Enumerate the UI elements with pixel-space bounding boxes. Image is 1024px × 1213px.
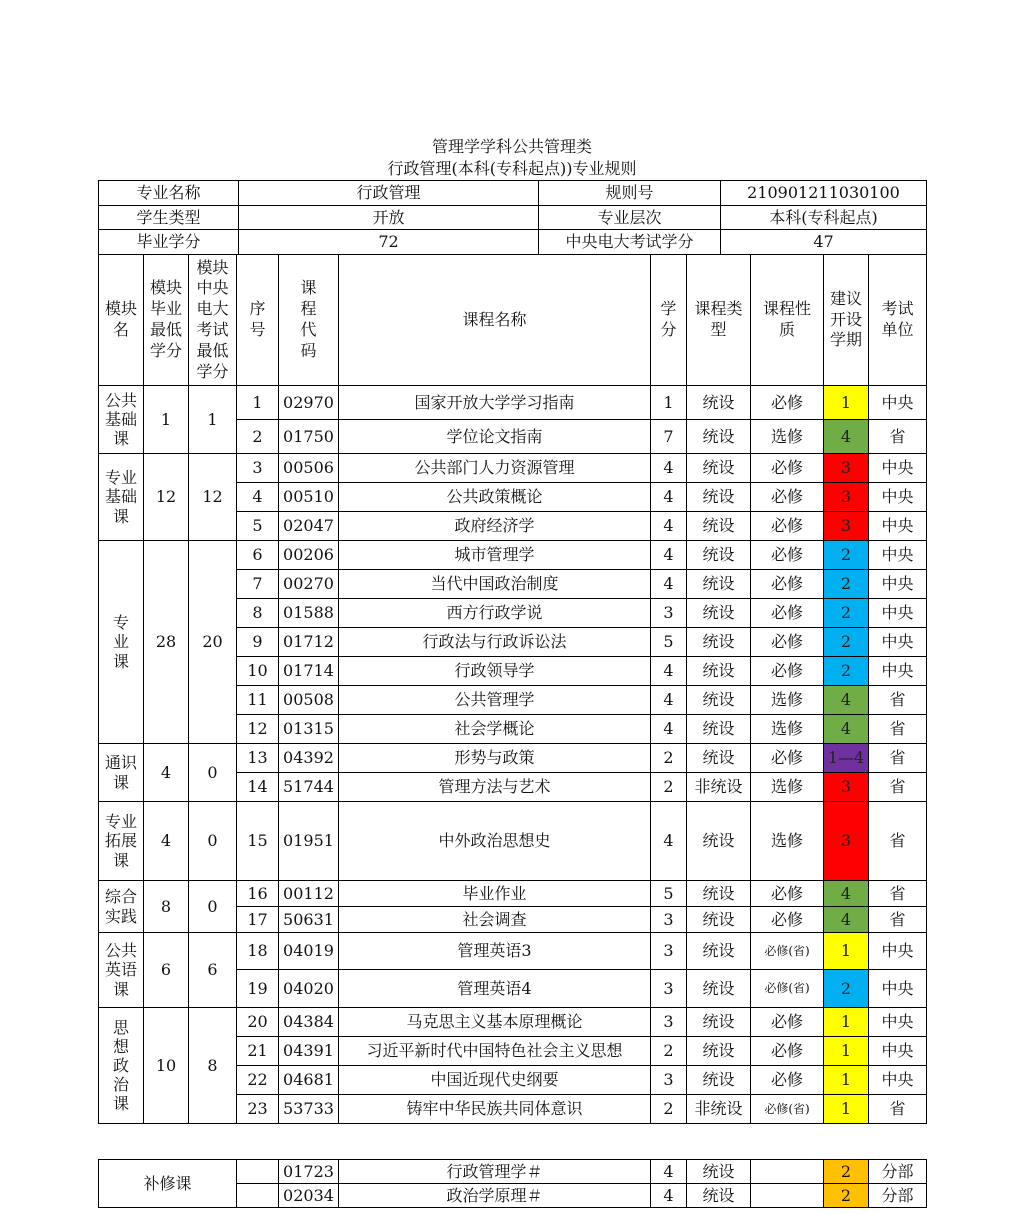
course-seq: 4: [237, 483, 279, 512]
course-nature: 选修: [751, 802, 824, 881]
course-seq: 15: [237, 802, 279, 881]
course-row: [99, 1008, 927, 1037]
course-semester: 3: [824, 512, 869, 541]
course-exam-unit: 中央: [869, 1037, 927, 1066]
level-value: 本科(专科起点): [721, 206, 927, 230]
course-exam-unit: 中央: [869, 541, 927, 570]
supplementary-semester: 2: [824, 1184, 869, 1208]
course-name: 铸牢中华民族共同体意识: [339, 1095, 651, 1124]
supplementary-name: 行政管理学＃: [339, 1160, 651, 1184]
course-seq: 23: [237, 1095, 279, 1124]
central-exam-credits-value: 47: [721, 230, 927, 255]
course-type: 统设: [687, 657, 751, 686]
course-code: 00270: [279, 570, 339, 599]
course-semester: 3: [824, 454, 869, 483]
course-seq: 5: [237, 512, 279, 541]
course-credits: 1: [651, 386, 687, 420]
header-module-name: 模块名: [99, 255, 144, 386]
course-nature: 必修: [751, 1008, 824, 1037]
course-row: [99, 541, 927, 570]
module-min-credits: 4: [144, 802, 189, 881]
course-credits: 4: [651, 454, 687, 483]
course-semester: 1: [824, 1095, 869, 1124]
course-exam-unit: 中央: [869, 512, 927, 541]
course-code: 00510: [279, 483, 339, 512]
course-credits: 5: [651, 628, 687, 657]
course-code: 00112: [279, 881, 339, 907]
course-seq: 11: [237, 686, 279, 715]
course-credits: 4: [651, 483, 687, 512]
supplementary-row: [99, 1160, 927, 1184]
course-seq: 21: [237, 1037, 279, 1066]
course-name: 习近平新时代中国特色社会主义思想: [339, 1037, 651, 1066]
course-type: 统设: [687, 1008, 751, 1037]
course-code: 00206: [279, 541, 339, 570]
course-code: 00506: [279, 454, 339, 483]
course-semester: 2: [824, 628, 869, 657]
course-seq: 3: [237, 454, 279, 483]
document-subtitle: 行政管理(本科(专科起点))专业规则: [387, 159, 637, 178]
course-type: 统设: [687, 1066, 751, 1095]
course-nature: 必修(省): [751, 1095, 824, 1124]
course-semester: 1: [824, 386, 869, 420]
course-credits: 2: [651, 1095, 687, 1124]
course-code: 53733: [279, 1095, 339, 1124]
supplementary-exam-unit: 分部: [869, 1184, 927, 1208]
course-row: [99, 802, 927, 881]
course-type: 统设: [687, 599, 751, 628]
course-type: 统设: [687, 628, 751, 657]
course-nature: 必修: [751, 541, 824, 570]
course-exam-unit: 省: [869, 715, 927, 744]
course-credits: 4: [651, 657, 687, 686]
course-seq: 18: [237, 933, 279, 970]
course-seq: 1: [237, 386, 279, 420]
course-code: 50631: [279, 907, 339, 933]
course-semester: 3: [824, 802, 869, 881]
course-seq: 8: [237, 599, 279, 628]
supplementary-type: 统设: [687, 1184, 751, 1208]
course-exam-unit: 省: [869, 881, 927, 907]
course-seq: 19: [237, 970, 279, 1008]
course-type: 统设: [687, 907, 751, 933]
course-code: 04392: [279, 744, 339, 773]
course-credits: 4: [651, 570, 687, 599]
course-code: 01714: [279, 657, 339, 686]
course-name: 中外政治思想史: [339, 802, 651, 881]
course-type: 统设: [687, 570, 751, 599]
course-code: 01712: [279, 628, 339, 657]
course-credits: 3: [651, 970, 687, 1008]
course-seq: 2: [237, 420, 279, 454]
course-name: 中国近现代史纲要: [339, 1066, 651, 1095]
course-seq: 20: [237, 1008, 279, 1037]
course-exam-unit: 中央: [869, 483, 927, 512]
course-seq: 14: [237, 773, 279, 802]
module-min-credits: 8: [144, 881, 189, 933]
student-type-value: 开放: [239, 206, 539, 230]
header-exam-unit: 考试单位: [869, 255, 927, 386]
course-code: 04020: [279, 970, 339, 1008]
rule-no-label: 规则号: [539, 181, 721, 206]
header-module-min-credits: 模块毕业最低学分: [144, 255, 189, 386]
major-name-label: 专业名称: [99, 181, 239, 206]
course-seq: 22: [237, 1066, 279, 1095]
course-semester: 4: [824, 686, 869, 715]
course-nature: 必修: [751, 512, 824, 541]
supplementary-credits: 4: [651, 1160, 687, 1184]
course-type: 统设: [687, 802, 751, 881]
course-code: 04384: [279, 1008, 339, 1037]
course-credits: 4: [651, 541, 687, 570]
course-name: 学位论文指南: [339, 420, 651, 454]
course-semester: 2: [824, 970, 869, 1008]
course-table: [98, 254, 927, 1124]
course-type: 统设: [687, 483, 751, 512]
course-nature: 必修: [751, 454, 824, 483]
module-name: 公共基础课: [99, 386, 144, 454]
supplementary-seq: [237, 1184, 279, 1208]
course-type: 统设: [687, 420, 751, 454]
course-credits: 4: [651, 802, 687, 881]
course-credits: 5: [651, 881, 687, 907]
course-code: 04391: [279, 1037, 339, 1066]
course-exam-unit: 中央: [869, 599, 927, 628]
course-name: 毕业作业: [339, 881, 651, 907]
course-type: 统设: [687, 454, 751, 483]
supplementary-name: 政治学原理＃: [339, 1184, 651, 1208]
course-exam-unit: 省: [869, 686, 927, 715]
course-exam-unit: 中央: [869, 1008, 927, 1037]
course-semester: 1: [824, 1008, 869, 1037]
course-semester: 2: [824, 570, 869, 599]
course-exam-unit: 中央: [869, 628, 927, 657]
course-nature: 必修: [751, 907, 824, 933]
supplementary-credits: 4: [651, 1184, 687, 1208]
course-semester: 4: [824, 907, 869, 933]
course-semester: 2: [824, 657, 869, 686]
course-type: 统设: [687, 881, 751, 907]
course-name: 国家开放大学学习指南: [339, 386, 651, 420]
course-name: 管理英语4: [339, 970, 651, 1008]
module-central-min: 20: [189, 541, 237, 744]
course-seq: 10: [237, 657, 279, 686]
course-nature: 必修: [751, 599, 824, 628]
course-nature: 必修: [751, 1066, 824, 1095]
header-course-type: 课程类型: [687, 255, 751, 386]
course-nature: 选修: [751, 686, 824, 715]
course-exam-unit: 中央: [869, 933, 927, 970]
supplementary-exam-unit: 分部: [869, 1160, 927, 1184]
header-course-nature: 课程性质: [751, 255, 824, 386]
supplementary-seq: [237, 1160, 279, 1184]
module-name: 专业基础课: [99, 454, 144, 541]
course-type: 统设: [687, 970, 751, 1008]
course-semester: 1: [824, 933, 869, 970]
course-exam-unit: 中央: [869, 970, 927, 1008]
course-code: 01750: [279, 420, 339, 454]
module-min-credits: 1: [144, 386, 189, 454]
central-exam-credits-label: 中央电大考试学分: [539, 230, 721, 255]
course-name: 西方行政学说: [339, 599, 651, 628]
course-exam-unit: 省: [869, 744, 927, 773]
course-semester: 3: [824, 483, 869, 512]
course-seq: 9: [237, 628, 279, 657]
course-type: 统设: [687, 686, 751, 715]
course-name: 公共政策概论: [339, 483, 651, 512]
course-semester: 3: [824, 773, 869, 802]
course-type: 统设: [687, 386, 751, 420]
header-module-central-min: 模块中央电大考试最低学分: [189, 255, 237, 386]
course-credits: 3: [651, 599, 687, 628]
course-nature: 必修: [751, 628, 824, 657]
course-exam-unit: 中央: [869, 1066, 927, 1095]
course-nature: 必修: [751, 483, 824, 512]
supplementary-code: 01723: [279, 1160, 339, 1184]
course-credits: 3: [651, 933, 687, 970]
course-seq: 13: [237, 744, 279, 773]
course-row: [99, 454, 927, 483]
module-min-credits: 4: [144, 744, 189, 802]
course-credits: 2: [651, 1037, 687, 1066]
module-name: 专业拓展课: [99, 802, 144, 881]
course-code: 01315: [279, 715, 339, 744]
course-name: 公共管理学: [339, 686, 651, 715]
course-nature: 必修: [751, 570, 824, 599]
course-semester: 1—4: [824, 744, 869, 773]
course-type: 统设: [687, 541, 751, 570]
course-type: 非统设: [687, 1095, 751, 1124]
module-name: 思想政治课: [99, 1008, 144, 1124]
course-semester: 4: [824, 881, 869, 907]
supplementary-semester: 2: [824, 1160, 869, 1184]
course-name: 行政领导学: [339, 657, 651, 686]
course-exam-unit: 中央: [869, 570, 927, 599]
module-central-min: 6: [189, 933, 237, 1008]
course-nature: 必修: [751, 1037, 824, 1066]
module-central-min: 0: [189, 802, 237, 881]
module-min-credits: 12: [144, 454, 189, 541]
info-table: [98, 180, 927, 255]
course-type: 统设: [687, 744, 751, 773]
course-semester: 4: [824, 715, 869, 744]
course-code: 01951: [279, 802, 339, 881]
course-exam-unit: 中央: [869, 386, 927, 420]
course-nature: 必修(省): [751, 933, 824, 970]
supplementary-code: 02034: [279, 1184, 339, 1208]
course-semester: 2: [824, 541, 869, 570]
course-type: 统设: [687, 933, 751, 970]
course-seq: 7: [237, 570, 279, 599]
header-seq: 序号: [237, 255, 279, 386]
header-code: 课程代码: [279, 255, 339, 386]
course-exam-unit: 省: [869, 802, 927, 881]
module-name: 通识课: [99, 744, 144, 802]
header-credits: 学分: [651, 255, 687, 386]
course-nature: 必修(省): [751, 970, 824, 1008]
course-name: 管理方法与艺术: [339, 773, 651, 802]
course-nature: 必修: [751, 744, 824, 773]
supplementary-nature: [751, 1184, 824, 1208]
course-name: 城市管理学: [339, 541, 651, 570]
course-name: 社会调查: [339, 907, 651, 933]
module-name: 公共英语课: [99, 933, 144, 1008]
course-seq: 17: [237, 907, 279, 933]
supplementary-table: [98, 1159, 927, 1208]
course-seq: 16: [237, 881, 279, 907]
course-row: [99, 881, 927, 907]
course-name: 管理英语3: [339, 933, 651, 970]
course-code: 01588: [279, 599, 339, 628]
course-nature: 必修: [751, 881, 824, 907]
course-credits: 3: [651, 1066, 687, 1095]
course-name: 马克思主义基本原理概论: [339, 1008, 651, 1037]
module-central-min: 0: [189, 744, 237, 802]
course-row: [99, 386, 927, 420]
course-semester: 2: [824, 599, 869, 628]
course-credits: 4: [651, 715, 687, 744]
student-type-label: 学生类型: [99, 206, 239, 230]
header-semester: 建议开设学期: [824, 255, 869, 386]
header-course-name: 课程名称: [339, 255, 651, 386]
course-seq: 12: [237, 715, 279, 744]
course-credits: 4: [651, 686, 687, 715]
course-name: 当代中国政治制度: [339, 570, 651, 599]
course-exam-unit: 中央: [869, 657, 927, 686]
course-row: [99, 744, 927, 773]
rule-no-value: 210901211030100: [721, 181, 927, 206]
course-nature: 必修: [751, 657, 824, 686]
course-code: 04681: [279, 1066, 339, 1095]
course-nature: 选修: [751, 773, 824, 802]
course-code: 04019: [279, 933, 339, 970]
course-semester: 1: [824, 1066, 869, 1095]
course-name: 形势与政策: [339, 744, 651, 773]
module-central-min: 8: [189, 1008, 237, 1124]
course-nature: 必修: [751, 386, 824, 420]
course-credits: 3: [651, 907, 687, 933]
course-exam-unit: 省: [869, 773, 927, 802]
course-credits: 7: [651, 420, 687, 454]
course-code: 02047: [279, 512, 339, 541]
level-label: 专业层次: [539, 206, 721, 230]
grad-credits-value: 72: [239, 230, 539, 255]
course-exam-unit: 中央: [869, 454, 927, 483]
course-semester: 1: [824, 1037, 869, 1066]
course-credits: 2: [651, 744, 687, 773]
course-code: 02970: [279, 386, 339, 420]
supplementary-type: 统设: [687, 1160, 751, 1184]
module-central-min: 1: [189, 386, 237, 454]
course-code: 00508: [279, 686, 339, 715]
course-name: 公共部门人力资源管理: [339, 454, 651, 483]
module-min-credits: 10: [144, 1008, 189, 1124]
course-type: 统设: [687, 1037, 751, 1066]
course-type: 统设: [687, 715, 751, 744]
course-type: 统设: [687, 512, 751, 541]
course-exam-unit: 省: [869, 420, 927, 454]
course-type: 非统设: [687, 773, 751, 802]
course-row: [99, 933, 927, 970]
course-name: 社会学概论: [339, 715, 651, 744]
supplementary-label: 补修课: [99, 1160, 237, 1208]
course-nature: 选修: [751, 420, 824, 454]
course-credits: 2: [651, 773, 687, 802]
course-semester: 4: [824, 420, 869, 454]
course-exam-unit: 省: [869, 1095, 927, 1124]
course-credits: 3: [651, 1008, 687, 1037]
grad-credits-label: 毕业学分: [99, 230, 239, 255]
module-min-credits: 6: [144, 933, 189, 1008]
course-seq: 6: [237, 541, 279, 570]
major-name-value: 行政管理: [239, 181, 539, 206]
course-name: 行政法与行政诉讼法: [339, 628, 651, 657]
module-name: 专业课: [99, 541, 144, 744]
module-central-min: 12: [189, 454, 237, 541]
course-nature: 选修: [751, 715, 824, 744]
supplementary-nature: [751, 1160, 824, 1184]
course-code: 51744: [279, 773, 339, 802]
document-title: 管理学学科公共管理类: [431, 137, 592, 156]
module-min-credits: 28: [144, 541, 189, 744]
module-central-min: 0: [189, 881, 237, 933]
course-credits: 4: [651, 512, 687, 541]
module-name: 综合实践: [99, 881, 144, 933]
course-name: 政府经济学: [339, 512, 651, 541]
course-exam-unit: 省: [869, 907, 927, 933]
